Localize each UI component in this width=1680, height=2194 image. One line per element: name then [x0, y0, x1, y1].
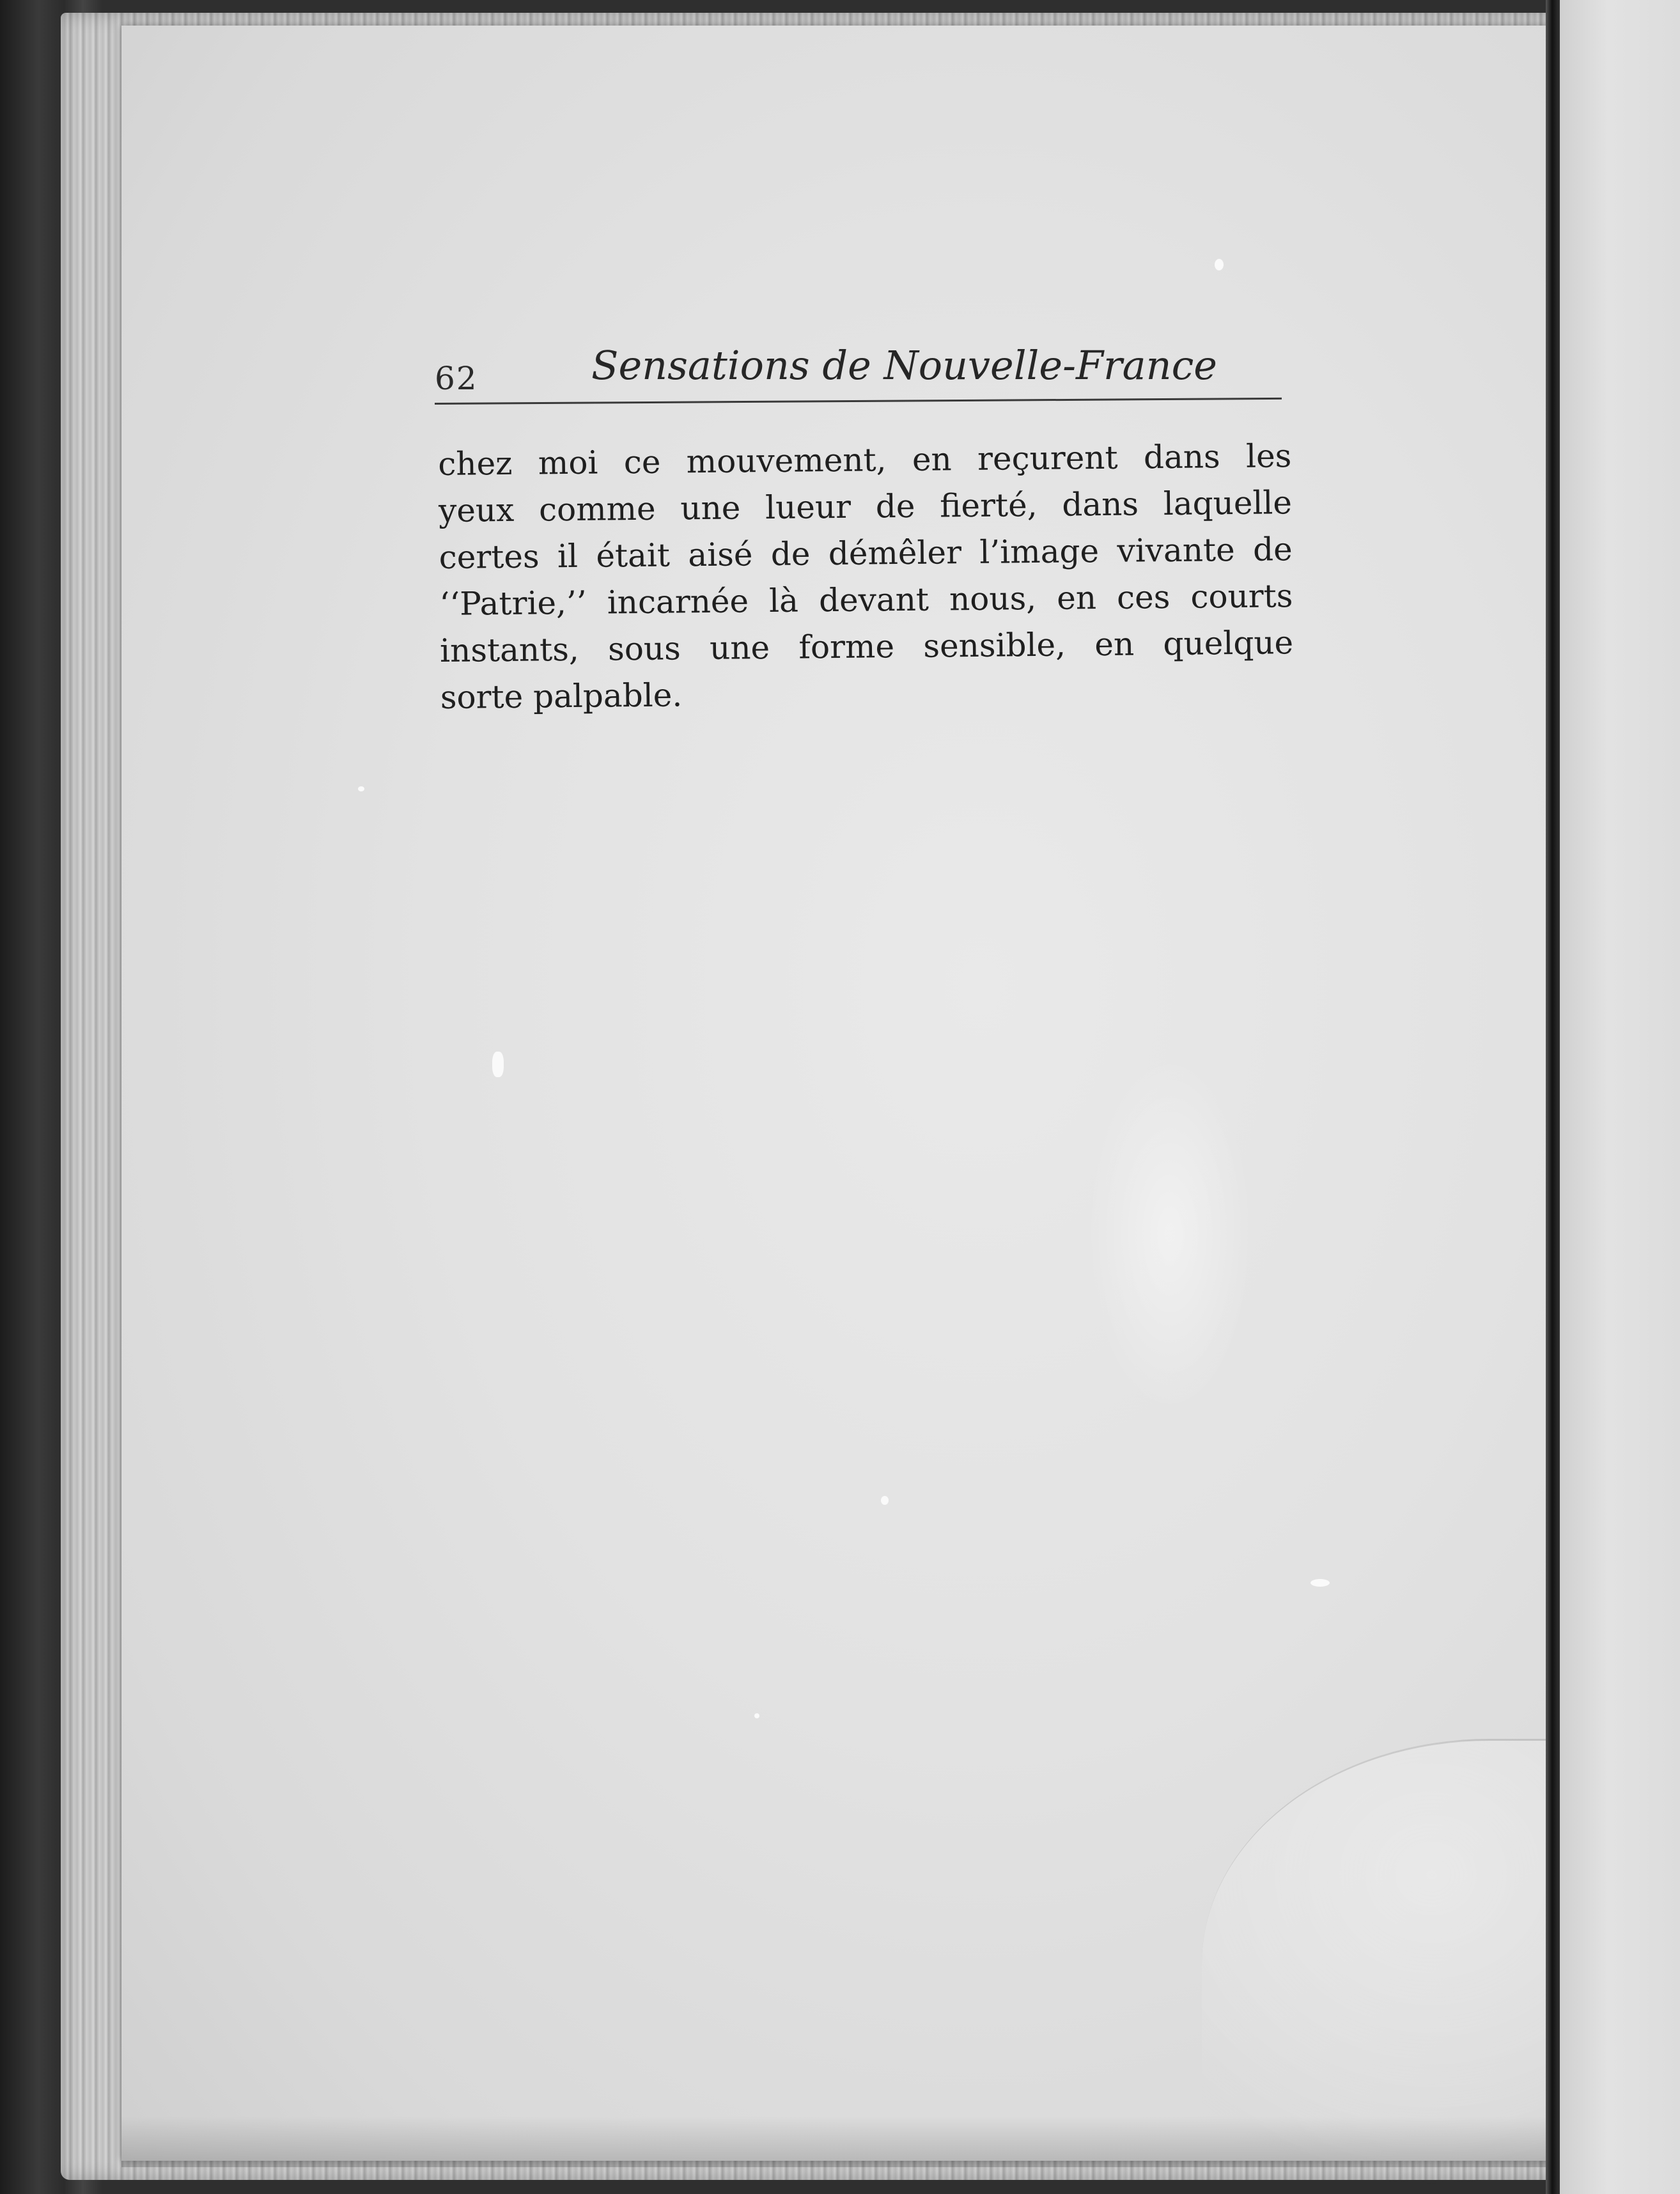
body-paragraph	[438, 433, 1294, 721]
text-line: instants, sous une forme sensible, en quelque	[439, 624, 1294, 669]
text-line: chez moi ce mouvement, en reçurent dans les	[438, 437, 1292, 483]
text-line: certes il était aisé de démêler l’image vivante de	[439, 531, 1293, 576]
text-line: ‘‘Patrie,’’ incarnée là devant nous, en ces courts	[439, 577, 1293, 623]
text-line: sorte palpable.	[440, 676, 683, 716]
light-glare	[1087, 1055, 1253, 1413]
dust-speck	[358, 786, 364, 791]
dust-speck	[492, 1052, 504, 1077]
book-gutter	[1546, 0, 1560, 2194]
text-line: yeux comme une lueur de fierté, dans laquelle	[438, 484, 1293, 529]
facing-page-edge	[1560, 0, 1680, 2194]
running-title: Sensations de Nouvelle-France	[591, 342, 1217, 389]
page-number: 62	[435, 360, 478, 397]
dust-speck	[754, 1713, 759, 1718]
dust-speck	[881, 1496, 889, 1505]
dust-speck	[1311, 1579, 1330, 1587]
dust-speck	[1215, 259, 1224, 270]
